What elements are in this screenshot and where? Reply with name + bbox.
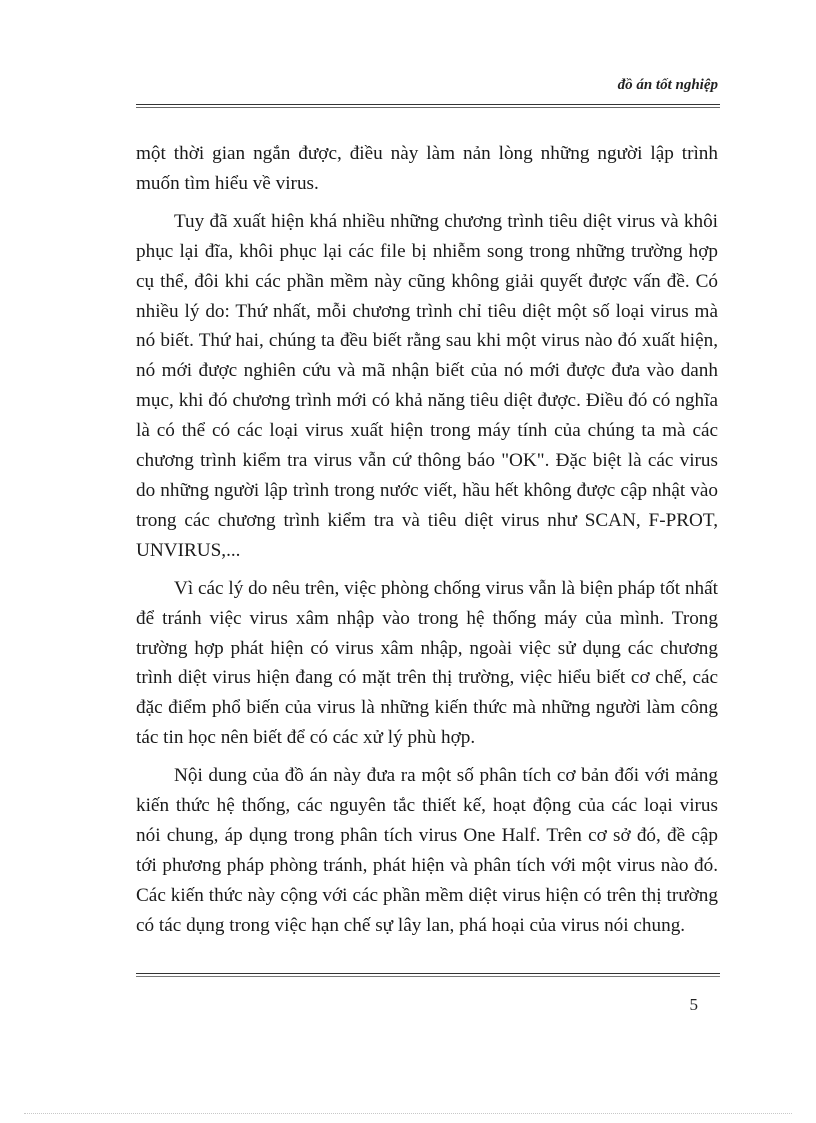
footer-rule [136,973,720,974]
running-header-title: đồ án tốt nghiệp [617,77,718,93]
header-rule-secondary [136,107,720,108]
paragraph-continuation: một thời gian ngắn được, điều này làm nản lòng những người lập trình muốn tìm hiểu về virus. [136,143,718,194]
footer-rule-secondary [136,976,720,977]
page-number: 5 [689,995,698,1014]
page-edge-dotted-line [24,1113,792,1114]
paragraph: Tuy đã xuất hiện khá nhiều những chương trình tiêu diệt virus và khôi phục lại đĩa, khôi phục lại các file bị nhiễm song trong những trường hợp cụ thể, đôi khi các phần mềm này cũng không giải quyết được vấn đề. Có nhiều lý do: Thứ nhất, mỗi chương trình chỉ tiêu diệt một số loại virus mà nó biết. Thứ hai, chúng ta đều biết rằng sau khi một virus nào đó xuất hiện, nó mới được nghiên cứu và mã nhận biết của nó mới được đưa vào danh mục, khi đó chương trình mới có khả năng tiêu diệt được. Điều đó có nghĩa là có thể có các loại virus xuất hiện trong máy tính của chúng ta mà các chương trình kiểm tra virus vẫn cứ thông báo "OK". Đặc biệt là các virus do những người lập trình trong nước viết, hầu hết không được cập nhật vào trong các chương trình kiểm tra và tiêu diệt virus như SCAN, F-PROT, UNVIRUS,... [136,210,718,561]
paragraph: Nội dung của đồ án này đưa ra một số phân tích cơ bản đối với mảng kiến thức hệ thống, các nguyên tắc thiết kế, hoạt động của các loại virus nói chung, áp dụng trong phân tích virus One Half. Trên cơ sở đó, đề cập tới phương pháp phòng tránh, phát hiện và phân tích với một virus nào đó. Các kiến thức này cộng với các phần mềm diệt virus hiện có trên thị trường có tác dụng trong việc hạn chế sự lây lan, phá hoại của virus nói chung. [136,765,718,936]
body-text [136,139,718,949]
paragraph: Vì các lý do nêu trên, việc phòng chống virus vẫn là biện pháp tốt nhất để tránh việc virus xâm nhập vào trong hệ thống máy của mình. Trong trường hợp phát hiện có virus xâm nhập, ngoài việc sử dụng các chương trình diệt virus hiện đang có mặt trên thị trường, việc hiểu biết cơ chế, các đặc điểm phổ biến của virus là những kiến thức mà những người làm công tác tin học nên biết để có các xử lý phù hợp. [136,577,718,749]
header-rule [136,104,720,105]
